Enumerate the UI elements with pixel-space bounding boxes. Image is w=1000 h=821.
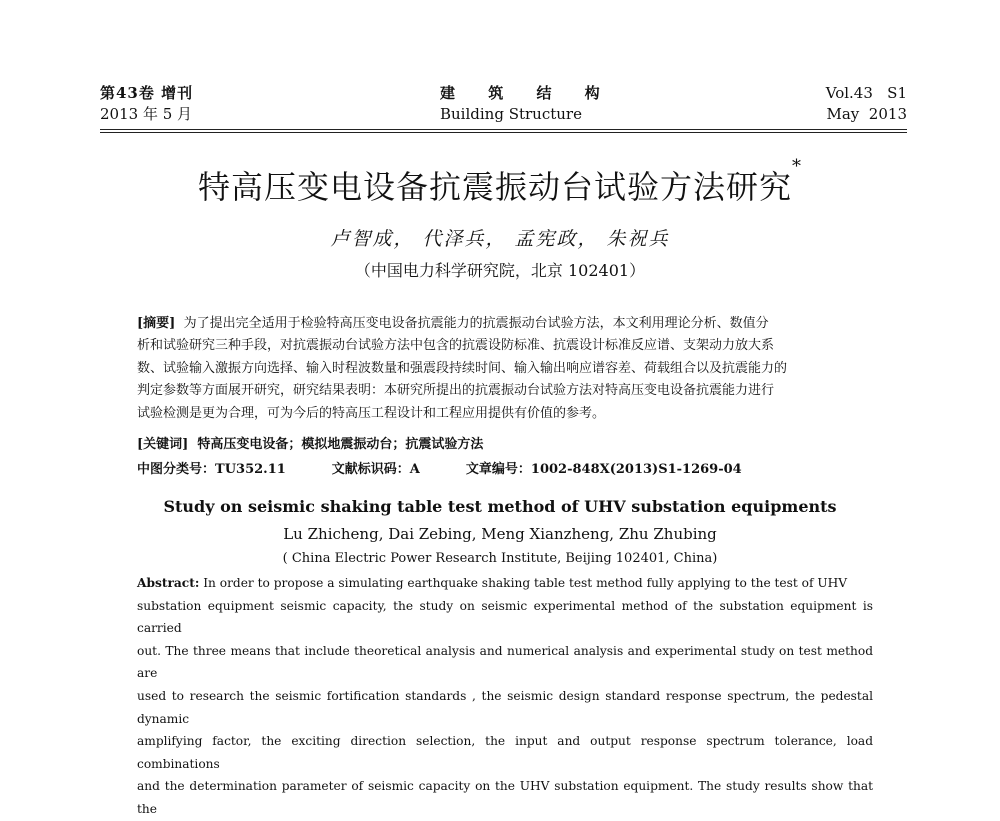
- abstract-en-label: Abstract:: [137, 576, 200, 590]
- classification-line: [137, 458, 742, 477]
- clc-label: 中图分类号：: [137, 462, 216, 477]
- authors-en: Lu Zhicheng, Dai Zebing, Meng Xianzheng, Zhu Zhubing: [283, 525, 717, 543]
- keywords-cn: [137, 433, 483, 452]
- affiliation-en: ( China Electric Power Research Institute, Beijing 102401, China): [282, 551, 718, 566]
- abstract-cn-line: 试验检测是更为合理，可为今后的特高压工程设计和工程应用提供有价值的参考。: [137, 405, 606, 421]
- paper-title-en: Study on seismic shaking table test method of UHV substation equipments: [163, 497, 837, 516]
- abstract-en-line: [137, 572, 873, 595]
- volume-label: Vol.43 S1: [825, 84, 907, 102]
- abstract-cn-line: 数、试验输入激振方向选择、输入时程波数量和强震段持续时间、输入输出响应谱容差、荷载组合以及抗震能力的: [137, 360, 788, 376]
- abstract-cn: [137, 313, 873, 425]
- abstract-cn-line: [137, 313, 873, 335]
- authors-cn: 卢智成， 代泽兵， 孟宪政， 朱祝兵: [330, 228, 670, 250]
- doc-code-label: 文献标识码：: [331, 462, 410, 477]
- keywords-cn-label: [关键词]: [137, 437, 189, 452]
- doc-code-value: A: [409, 462, 420, 477]
- title-text-cn: 特高压变电设备抗震振动台试验方法研究: [197, 168, 792, 206]
- abstract-cn-text: 为了提出完全适用于检验特高压变电设备抗震能力的抗震振动台试验方法，本文利用理论分析、数值分: [183, 316, 769, 331]
- header-rule-double: [100, 132, 907, 133]
- abstract-en-line: out. The three means that include theoretical analysis and numerical analysis and experimental study on test method are: [137, 643, 873, 681]
- issue-date: 2013 年 5 月: [100, 105, 193, 123]
- article-number-value: 1002-848X(2013)S1-1269-04: [530, 462, 742, 477]
- abstract-cn-line: 析和试验研究三种手段，对抗震振动台试验方法中包含的抗震设防标准、抗震设计标准反应谱、支架动力放大系: [137, 338, 775, 354]
- clc-value: TU352.11: [215, 462, 286, 477]
- abstract-en-line: amplifying factor, the exciting direction selection, the input and output response spectrum tolerance, load combinations: [137, 734, 873, 771]
- abstract-en: [137, 572, 873, 821]
- abstract-en-text: In order to propose a simulating earthquake shaking table test method fully applying to the test of UHV: [203, 576, 848, 590]
- journal-name-en: Building Structure: [440, 105, 582, 123]
- abstract-en-line: used to research the seismic fortification standards , the seismic design standard response spectrum, the pedestal dynamic: [137, 688, 873, 726]
- issue-label: 第43卷 增刊: [100, 84, 194, 102]
- journal-name-cn: 建 筑 结 构: [440, 84, 614, 102]
- abstract-en-line: substation equipment seismic capacity, the study on seismic experimental method of the substation equipment is carried: [137, 598, 873, 636]
- article-number-label: 文章编号：: [465, 462, 531, 477]
- title-footnote-mark: *: [792, 156, 802, 177]
- abstract-cn-label: [摘要]: [137, 316, 176, 331]
- paper-title-cn: [0, 156, 1000, 208]
- month-year-label: May 2013: [826, 105, 907, 123]
- abstract-en-line: and the determination parameter of seismic capacity on the UHV substation equipment. The study results show that the: [137, 779, 873, 816]
- header-rule: [100, 129, 907, 130]
- keywords-cn-text: 特高压变电设备；模拟地震振动台；抗震试验方法: [197, 437, 484, 452]
- abstract-cn-line: 判定参数等方面展开研究，研究结果表明：本研究所提出的抗震振动台试验方法对特高压变电设备抗震能力进行: [137, 383, 775, 399]
- affiliation-cn: （中国电力科学研究院，北京 102401）: [354, 261, 646, 280]
